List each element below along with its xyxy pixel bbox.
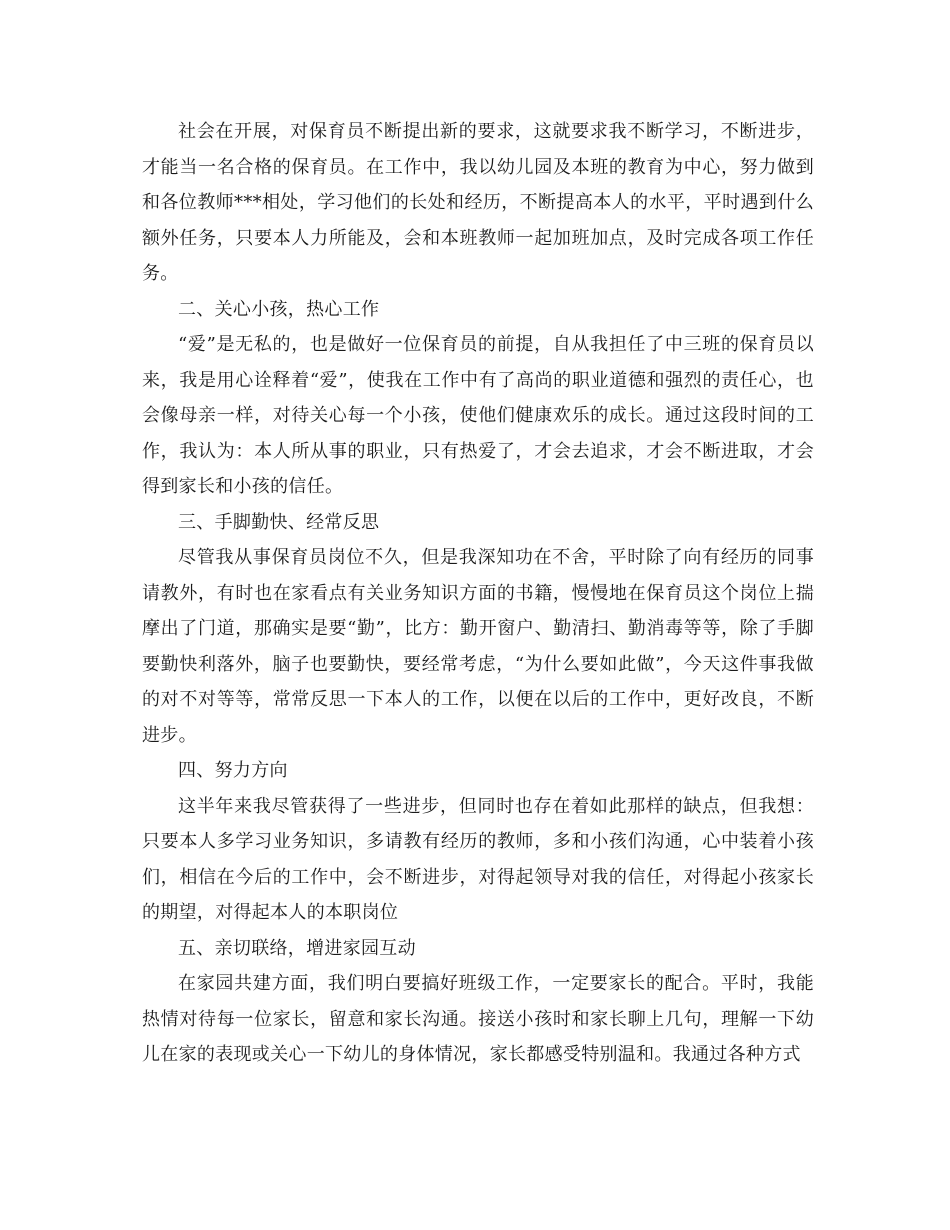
section-heading-care-for-children: 二、关心小孩，热心工作 (178, 298, 380, 320)
paragraph-home-school: 在家园共建方面，我们明白要搞好班级工作，一定要家长的配合。平时，我能热情对待每一位家长，留意和家长沟通。接送小孩时和家长聊上几句，理解一下幼儿在家的表现或关心一下幼儿的身体情况，家长都感受特别温和。我通过各种方式 (142, 973, 814, 1065)
section-heading-direction: 四、努力方向 (178, 760, 288, 781)
section-heading-diligence: 三、手脚勤快、经常反思 (178, 511, 380, 533)
paragraph-diligence: 尽管我从事保育员岗位不久，但是我深知功在不舍，平时除了向有经历的同事请教外，有时也在家看点有关业务知识方面的书籍，慢慢地在保育员这个岗位上揣摩出了门道，那确实是要“勤”，比方：勤开窗户、勤清扫、勤消毒等等，除了手脚要勤快利落外，脑子也要勤快，要经常考虑，“为什么要如此做”，今天这件事我做的对不对等等，常常反思一下本人的工作，以便在以后的工作中，更好改良，不断进步。 (142, 547, 814, 746)
paragraph-love: “爱”是无私的，也是做好一位保育员的前提，自从我担任了中三班的保育员以来，我是用心诠释着“爱”，使我在工作中有了高尚的职业道德和强烈的责任心，也会像母亲一样，对待关心每一个小孩，使他们健康欢乐的成长。通过这段时间的工作，我认为：本人所从事的职业，只有热爱了，才会去追求，才会不断进取，才会得到家长和小孩的信任。 (142, 334, 814, 497)
document-page (142, 114, 814, 1073)
section-heading-home-school: 五、亲切联络，增进家园互动 (178, 937, 416, 959)
paragraph-self-improvement: 社会在开展，对保育员不断提出新的要求，这就要求我不断学习，不断进步，才能当一名合格的保育员。在工作中，我以幼儿园及本班的教育为中心，努力做到和各位教师***相处，学习他们的长处和经历，不断提高本人的水平，平时遇到什么额外任务，只要本人力所能及，会和本班教师一起加班加点，及时完成各项工作任务。 (142, 121, 814, 284)
paragraph-direction: 这半年来我尽管获得了一些进步，但同时也存在着如此那样的缺点，但我想：只要本人多学习业务知识，多请教有经历的教师，多和小孩们沟通，心中装着小孩们，相信在今后的工作中，会不断进步，对得起领导对我的信任，对得起小孩家长的期望，对得起本人的本职岗位 (142, 795, 814, 923)
